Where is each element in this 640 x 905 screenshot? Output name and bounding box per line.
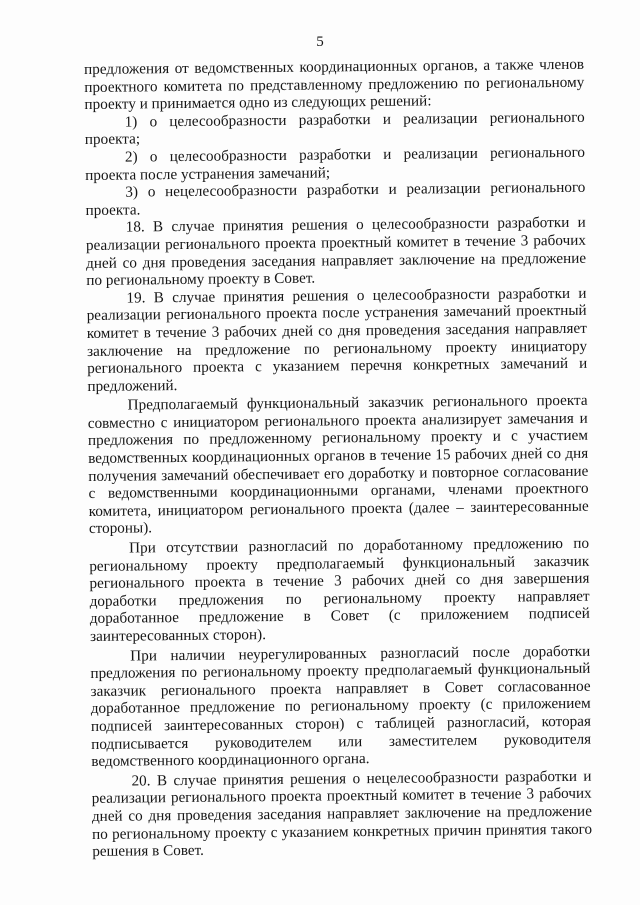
paragraph-18: 18. В случае принятия решения о целесообразности разработки и реализации регионального проекта проектный комитет в течение 3 рабочих дней со дня проведения заседания направляет заключение на предложение по региональному проекту в Совет. <box>85 214 587 290</box>
paragraph-intro: предложения от ведомственных координационных органов, а также членов проектного комитета по представленному предложению по региональному проекту и принимается одно из следующих решений: <box>84 55 585 114</box>
paragraph-customer-analysis: Предполагаемый функциональный заказчик регионального проекта совместно с инициатором регионального проекта анализирует замечания и предложения по предложенному региональному проекту и с участием ведомственных координационных органов в течение 15 рабочих дней со дня получения замечаний обеспечивает его доработку и повторное согласование с ведомственными координационными органами, членами проектного комитета, инициатором регионального проекта (далее – заинтересованные стороны). <box>87 392 589 538</box>
paragraph-20: 20. В случае принятия решения о нецелесообразности разработки и реализации регионального проекта проектный комитет в течение 3 рабочих дней со дня проведения заседания направляет заключение на предложение по региональному проекту с указанием конкретных причин принятия такого решения в Совет. <box>91 767 593 861</box>
list-item-2: 2) о целесообразности разработки и реализации регионального проекта после устранения замечаний; <box>85 143 586 184</box>
list-item-1: 1) о целесообразности разработки и реализации регионального проекта; <box>84 108 585 149</box>
page-number: 5 <box>316 34 324 50</box>
paragraph-19: 19. В случае принятия решения о целесообразности разработки и реализации регионального проекта после устранения замечаний проектный комитет в течение 3 рабочих дней со дня проведения заседания направляет заключение на предложение по региональному проекту инициатору регионального проекта с указанием перечня конкретных замечаний и предложений. <box>86 284 588 395</box>
paragraph-no-disagreements: При отсутствии разногласий по доработанному предложению по региональному проекту предполагаемый функциональный заказчик регионального проекта в течение 3 рабочих дней со дня завершения доработки предложения по региональному проекту направляет доработанное предложение в Совет (с приложением подписей заинтересованных сторон). <box>89 534 590 645</box>
paragraph-disagreements: При наличии неурегулированных разногласий после доработки предложения по региональному проекту предполагаемый функциональный заказчик регионального проекта направляет в Совет согласованное доработанное предложение по региональному проекту (с приложением подписей заинтересованных сторон) с таблицей разногласий, которая подписывается руководителем или заместителем руководителя ведомственного координационного органа. <box>90 642 592 771</box>
list-item-3: 3) о нецелесообразности разработки и реализации регионального проекта. <box>85 178 586 219</box>
document-body <box>84 56 592 861</box>
